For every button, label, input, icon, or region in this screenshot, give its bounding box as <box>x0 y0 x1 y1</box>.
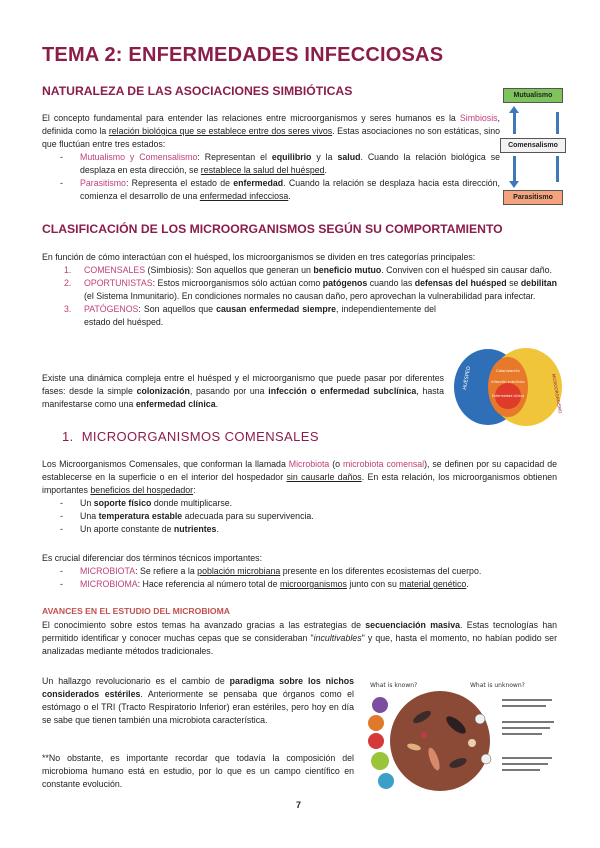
figure-bubble <box>368 715 384 731</box>
venn-label-colonization: Colonización <box>495 368 521 373</box>
classification-list <box>42 264 557 329</box>
section-heading-classification: CLASIFICACIÓN DE LOS MICROORGANISMOS SEGÚN SU COMPORTAMIENTO <box>42 222 503 236</box>
arrow-up-icon <box>556 112 559 134</box>
figure-label-known: What is known? <box>370 682 418 689</box>
microbiome-figure <box>362 677 562 797</box>
figure-bubble <box>481 754 491 764</box>
figure-bubble <box>378 773 394 789</box>
list-item: - Un soporte físico donde multiplicarse. <box>42 497 557 510</box>
diagram-box-mutualismo: Mutualismo <box>503 88 563 103</box>
arrow-up-icon <box>513 112 516 134</box>
list-item: 2. OPORTUNISTAS: Estos microorganismos sólo actúan como patógenos cuando las defensas del huésped se debilitan (el Sistema Inmunitario). En condiciones normales no causan daño, pero aprovechan la vulnerabilidad para infectar. <box>64 278 557 301</box>
list-item: 1. COMENSALES (Simbiosis): Son aquellos que generan un beneficio mutuo. Conviven con el huésped sin causar daño. <box>64 265 552 275</box>
term-simbiosis: Simbiosis <box>459 113 498 123</box>
section-heading-commensals: 1. MICROORGANISMOS COMENSALES <box>62 429 319 444</box>
venn-label-host: HUÉSPED <box>462 365 473 391</box>
symbiosis-states-list <box>42 151 500 203</box>
diagram-box-comensalismo: Comensalismo <box>500 138 566 153</box>
list-item: - MICROBIOTA: Se refiere a la población microbiana presente en los diferentes ecosistemas del cuerpo. <box>42 565 557 578</box>
dynamics-paragraph: Existe una dinámica compleja entre el huésped y el microorganismo que puede pasar por diferentes fases: desde la simple colonización, pasando por una infección o enfermedad subclínica, hasta manifestarse como una enfermedad clínica. <box>42 373 444 409</box>
list-item: - Una temperatura estable adecuada para su supervivencia. <box>42 510 557 523</box>
figure-bubble <box>368 733 384 749</box>
list-item: - Mutualismo y Comensalismo: Representan el equilibrio y la salud. Cuando la relación biológica se desplaza en esta dirección, se restablece la salud del huésped. <box>42 151 500 177</box>
list-item: - MICROBIOMA: Hace referencia al número total de microorganismos junto con su material genético. <box>42 578 557 591</box>
list-item: - Parasitismo: Representa el estado de enfermedad. Cuando la relación se desplaza hacia esta dirección, comienza el desarrollo de una enfermedad infecciosa. <box>42 177 500 203</box>
host-microbe-venn-diagram <box>452 346 564 428</box>
commensals-paragraph: Los Microorganismos Comensales, que conforman la llamada Microbiota (o microbiota comensal), se definen por su capacidad de establecerse en la superficie o en el interior del hospedador sin causarle daños. En esta relación, los microorganismos obtienen importantes beneficios del hospedador: - Un soporte físico donde multiplicarse. - Una temperatura estable adecuada para su supervivencia. - Un aporte constante de nutrientes. <box>42 458 557 536</box>
paradigm-paragraph: Un hallazgo revolucionario es el cambio de paradigma sobre los nichos considerados estériles. Anteriormente se pensaba que órganos como el estómago o el TRI (Tracto Respiratorio Inferior) eran estériles, pero hoy en día se sabe que tienen también una microbiota característica. <box>42 676 355 725</box>
arrow-down-icon <box>513 156 516 182</box>
list-item: - Un aporte constante de nutrientes. <box>42 523 557 536</box>
venn-label-clinical: Enfermedad clínica <box>491 394 525 398</box>
page-number: 7 <box>296 800 302 810</box>
terms-paragraph: Es crucial diferenciar dos términos técnicos importantes: - MICROBIOTA: Se refiere a la población microbiana presente en los diferentes ecosistemas del cuerpo. - MICROBIOMA: Hace referencia al número total de microorganismos junto con su material genético. <box>42 552 557 591</box>
subheading-microbiome-advances: AVANCES EN EL ESTUDIO DEL MICROBIOMA <box>42 606 230 616</box>
note-paragraph: **No obstante, es importante recordar que todavía la composición del microbioma humano está en estudio, por lo que es un campo científico en constante evolución. <box>42 753 354 789</box>
benefits-list <box>42 497 557 536</box>
page-title: TEMA 2: ENFERMEDADES INFECCIOSAS <box>42 44 444 66</box>
venn-label-microbe: MICROORGANISMO <box>551 373 563 414</box>
diagram-box-parasitismo: Parasitismo <box>503 190 563 205</box>
figure-label-unknown: What is unknown? <box>470 682 525 689</box>
symbiosis-paragraph: El concepto fundamental para entender las relaciones entre microorganismos y seres humanos es la Simbiosis, definida como la relación biológica que se establece entre dos seres vivos. Estas asociaciones no son estáticas, sino que fluctúan entre tres estados: - Mutualismo y Comensalismo: Representan el equilibrio y la salud. Cuando la relación biológica se desplaza en esta dirección, se restablece la salud del huésped. - Parasitismo: Representa el estado de enfermedad. Cuando la relación se desplaza hacia esta dirección, comienza el desarrollo de una enfermedad infecciosa. <box>42 112 500 203</box>
figure-bubble <box>372 697 388 713</box>
figure-bubble <box>475 714 485 724</box>
classification-paragraph: En función de cómo interactúan con el huésped, los microorganismos se dividen en tres categorías principales: 1. COMENSALES (Simbiosis): Son aquellos que generan un beneficio mutuo. Conviven con el huésped sin causar daño. 2. OPORTUNISTAS: Estos microorganismos sólo actúan como patógenos cuando las defensas del huésped se debilitan (el Sistema Inmunitario). En condiciones normales no causan daño, pero aprovechan la vulnerabilidad para infectar. 3. PATÓGENOS: Son aquellos que causan enfermedad siempre, independientemente del estado del huésped. <box>42 252 557 327</box>
venn-label-subclinical: Infección subclínica <box>491 380 525 384</box>
section-heading-symbiosis: NATURALEZA DE LAS ASOCIACIONES SIMBIÓTICAS <box>42 84 353 98</box>
terms-list <box>42 565 557 591</box>
figure-bubble <box>371 752 389 770</box>
advances-paragraph: El conocimiento sobre estos temas ha avanzado gracias a las estrategias de secuenciación masiva. Estas tecnologías han permitido identificar y conocer muchas cepas que se consideraban "incultivables" y que, hasta el momento, no habían podido ser analizadas mediante métodos tradicionales. <box>42 620 557 656</box>
arrow-down-icon <box>556 156 559 182</box>
list-item: 3. PATÓGENOS: Son aquellos que causan enfermedad siempre, independientemente del estado del huésped. <box>64 304 436 327</box>
